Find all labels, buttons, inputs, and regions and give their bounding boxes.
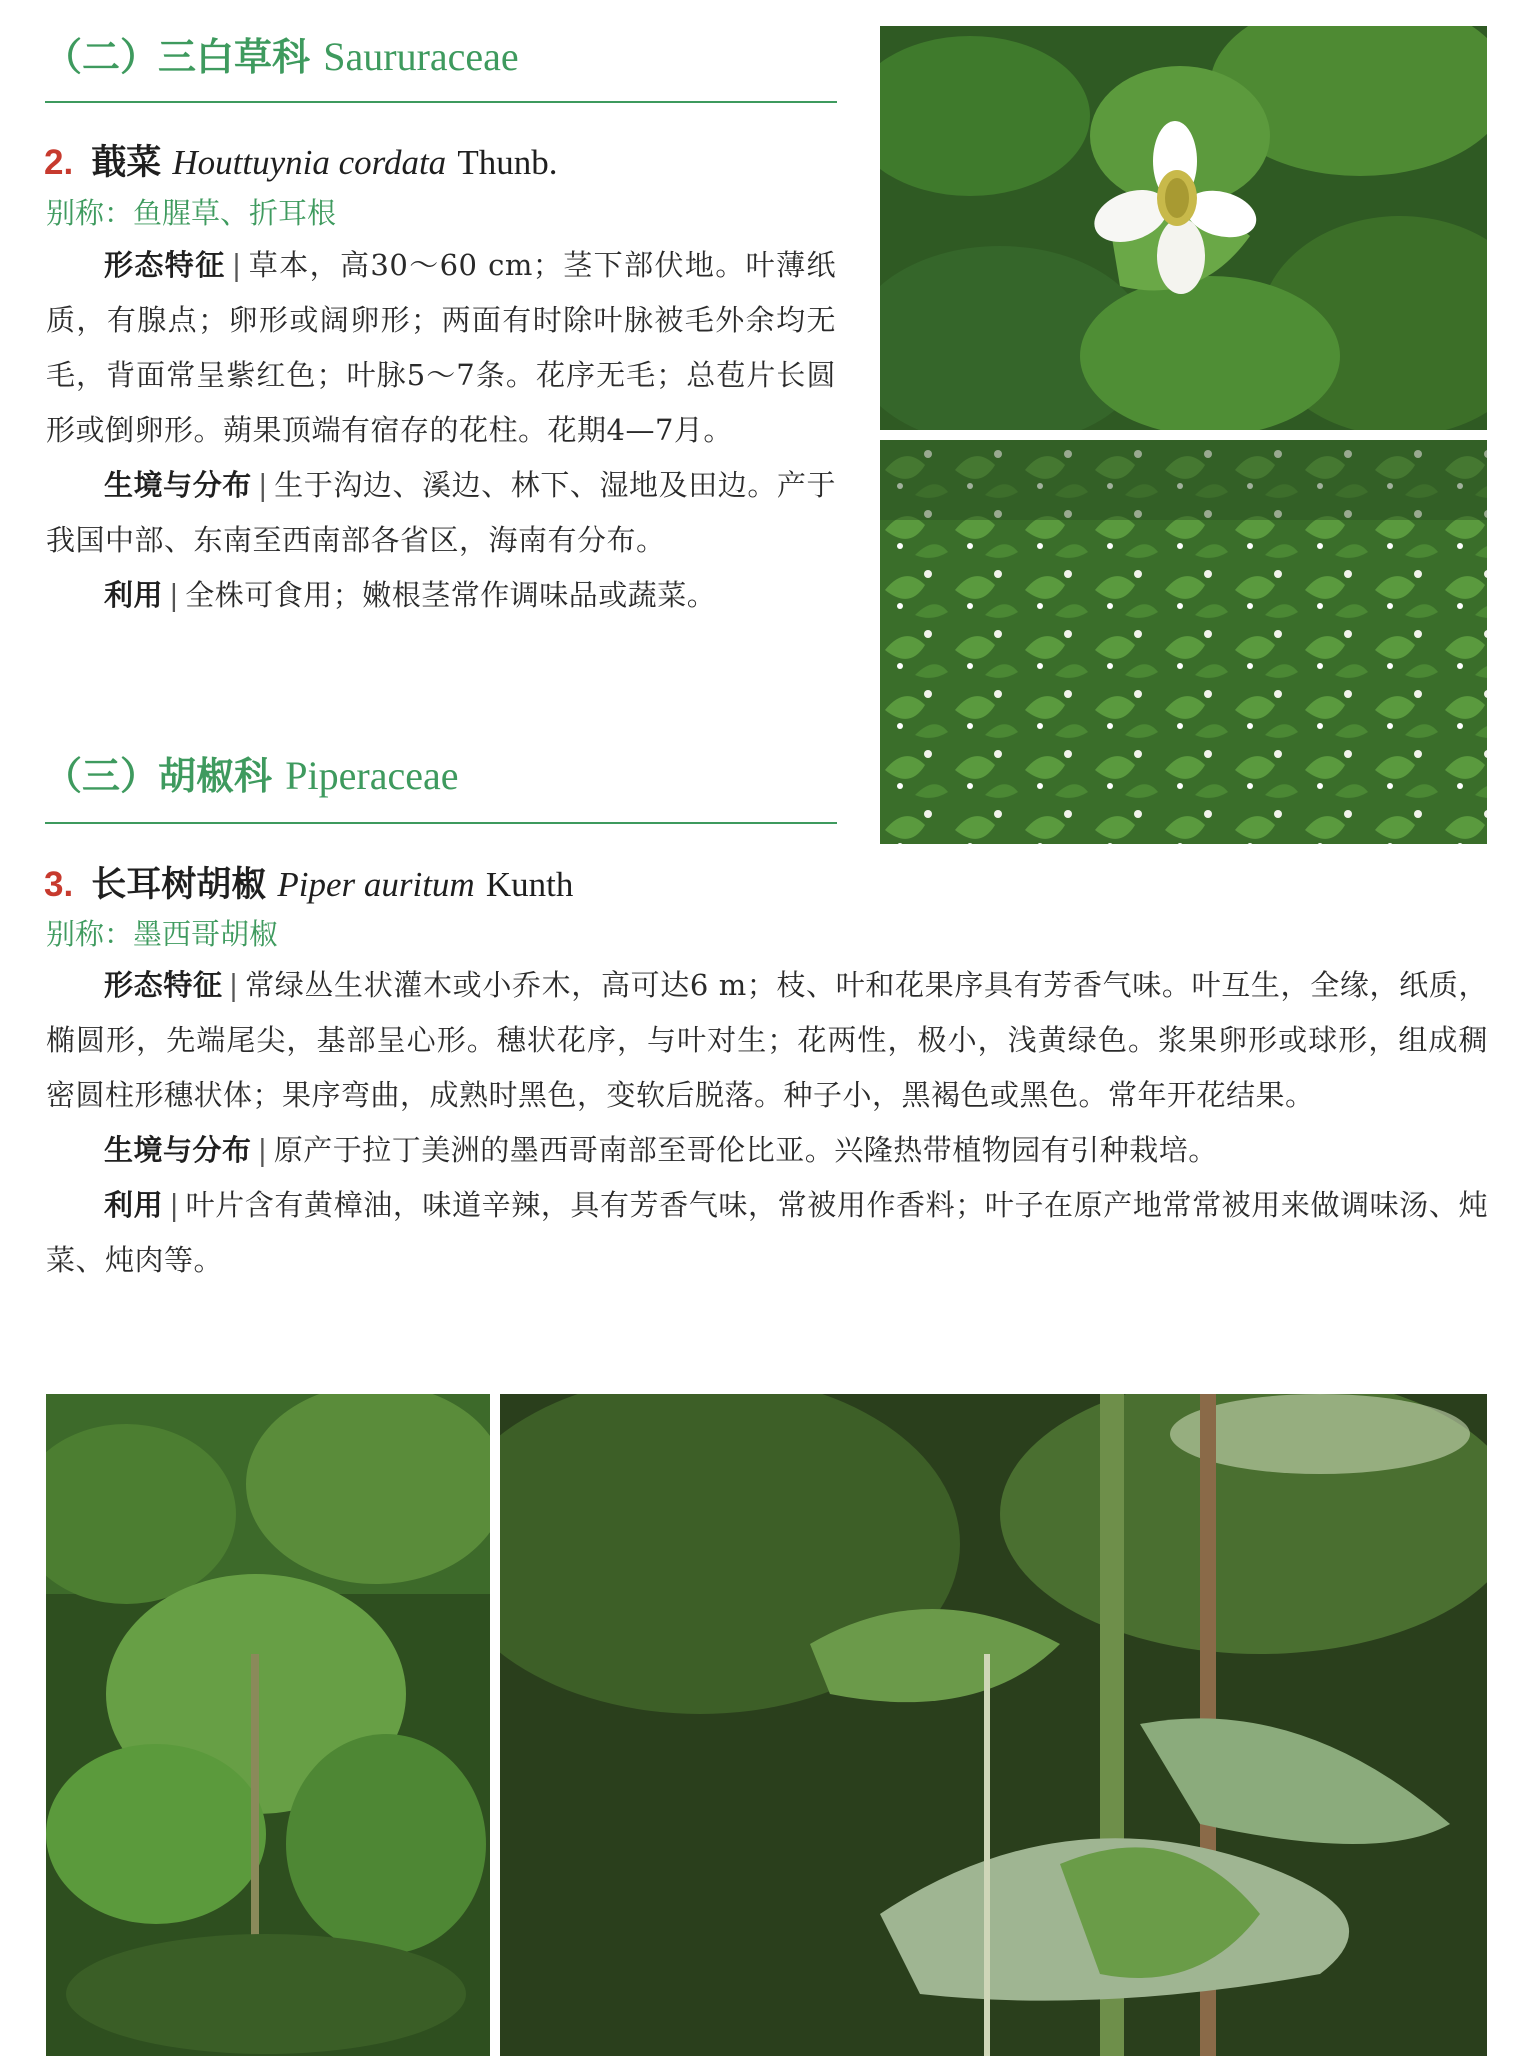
- section-divider: [45, 822, 837, 824]
- species-description: [46, 238, 836, 623]
- use-text: 全株可食用；嫩根茎常作调味品或蔬菜。: [185, 578, 717, 612]
- species-author: Kunth: [485, 865, 574, 904]
- section-heading-piperaceae: [44, 745, 458, 800]
- morphology-paragraph: 形态特征 | 草本，高30～60 cm；茎下部伏地。叶薄纸质，有腺点；卵形或阔卵形；两面有时除叶脉被毛外余均无毛，背面常呈紫红色；叶脉5～7条。花序无毛；总苞片长圆形或倒卵形。蒴果顶端有宿存的花柱。花期4—7月。: [46, 248, 836, 447]
- section-name-latin: Piperaceae: [285, 753, 459, 798]
- section-prefix: （三）: [44, 754, 159, 798]
- morphology-text: 草本，高30～60 cm；茎下部伏地。叶薄纸质，有腺点；卵形或阔卵形；两面有时除叶脉被毛外余均无毛，背面常呈紫红色；叶脉5～7条。花序无毛；总苞片长圆形或倒卵形。蒴果顶端有宿存的花柱。花期4—7月。: [46, 248, 836, 447]
- section-name-latin: Saururaceae: [323, 34, 519, 79]
- species-name-latin: Houttuynia cordata: [172, 143, 447, 182]
- species-name-latin: Piper auritum: [277, 865, 475, 904]
- section-name-cn: 胡椒科: [158, 754, 273, 798]
- habitat-label: 生境与分布: [104, 1133, 252, 1167]
- habitat-paragraph: 生境与分布 | 原产于拉丁美洲的墨西哥南部至哥伦比亚。兴隆热带植物园有引种栽培。: [104, 1133, 1218, 1167]
- houttuynia-field-photo: [880, 440, 1487, 844]
- piper-leaf-photo: [500, 1394, 1487, 2056]
- morphology-label: 形态特征: [104, 968, 223, 1002]
- habitat-label: 生境与分布: [104, 468, 252, 502]
- alias-label: 别称：: [46, 917, 134, 951]
- alias-label: 别称：: [46, 196, 134, 230]
- habitat-text: 生于沟边、溪边、林下、湿地及田边。产于我国中部、东南至西南部各省区，海南有分布。: [46, 468, 836, 557]
- section-name-cn: 三白草科: [158, 35, 311, 79]
- species-description: [46, 958, 1488, 1288]
- species-alias: [46, 912, 278, 953]
- habitat-text: 原产于拉丁美洲的墨西哥南部至哥伦比亚。兴隆热带植物园有引种栽培。: [273, 1133, 1218, 1167]
- habitat-paragraph: 生境与分布 | 生于沟边、溪边、林下、湿地及田边。产于我国中部、东南至西南部各省区，海南有分布。: [46, 468, 836, 557]
- section-heading-saururaceae: [44, 26, 519, 81]
- morphology-label: 形态特征: [104, 248, 226, 282]
- species-name-cn: 长耳树胡椒: [91, 865, 267, 905]
- use-label: 利用: [104, 1188, 164, 1222]
- species-title-houttuynia: [44, 135, 557, 185]
- section-prefix: （二）: [44, 35, 159, 79]
- section-divider: [45, 101, 837, 103]
- species-name-cn: 蕺菜: [91, 143, 162, 183]
- species-alias: [46, 191, 336, 232]
- use-paragraph: 利用 | 全株可食用；嫩根茎常作调味品或蔬菜。: [104, 578, 717, 612]
- alias-value: 鱼腥草、折耳根: [133, 196, 337, 230]
- morphology-text: 常绿丛生状灌木或小乔木，高可达6 m；枝、叶和花果序具有芳香气味。叶互生，全缘，纸质，椭圆形，先端尾尖，基部呈心形。穗状花序，与叶对生；花两性，极小，浅黄绿色。浆果卵形或球形，组成稠密圆柱形穗状体；果序弯曲，成熟时黑色，变软后脱落。种子小，黑褐色或黑色。常年开花结果。: [46, 968, 1488, 1112]
- use-paragraph: 利用 | 叶片含有黄樟油，味道辛辣，具有芳香气味，常被用作香料；叶子在原产地常常被用来做调味汤、炖菜、炖肉等。: [46, 1188, 1488, 1277]
- alias-value: 墨西哥胡椒: [133, 917, 279, 951]
- morphology-paragraph: 形态特征 | 常绿丛生状灌木或小乔木，高可达6 m；枝、叶和花果序具有芳香气味。叶互生，全缘，纸质，椭圆形，先端尾尖，基部呈心形。穗状花序，与叶对生；花两性，极小，浅黄绿色。浆果卵形或球形，组成稠密圆柱形穗状体；果序弯曲，成熟时黑色，变软后脱落。种子小，黑褐色或黑色。常年开花结果。: [46, 968, 1488, 1112]
- use-label: 利用: [104, 578, 164, 612]
- piper-shrub-photo: [46, 1394, 490, 2056]
- use-text: 叶片含有黄樟油，味道辛辣，具有芳香气味，常被用作香料；叶子在原产地常常被用来做调味汤、炖菜、炖肉等。: [46, 1188, 1488, 1277]
- species-title-piper: [44, 857, 573, 907]
- species-author: Thunb.: [457, 143, 558, 182]
- houttuynia-flower-photo: [880, 26, 1487, 430]
- species-number: 3.: [44, 865, 74, 904]
- species-number: 2.: [44, 143, 74, 182]
